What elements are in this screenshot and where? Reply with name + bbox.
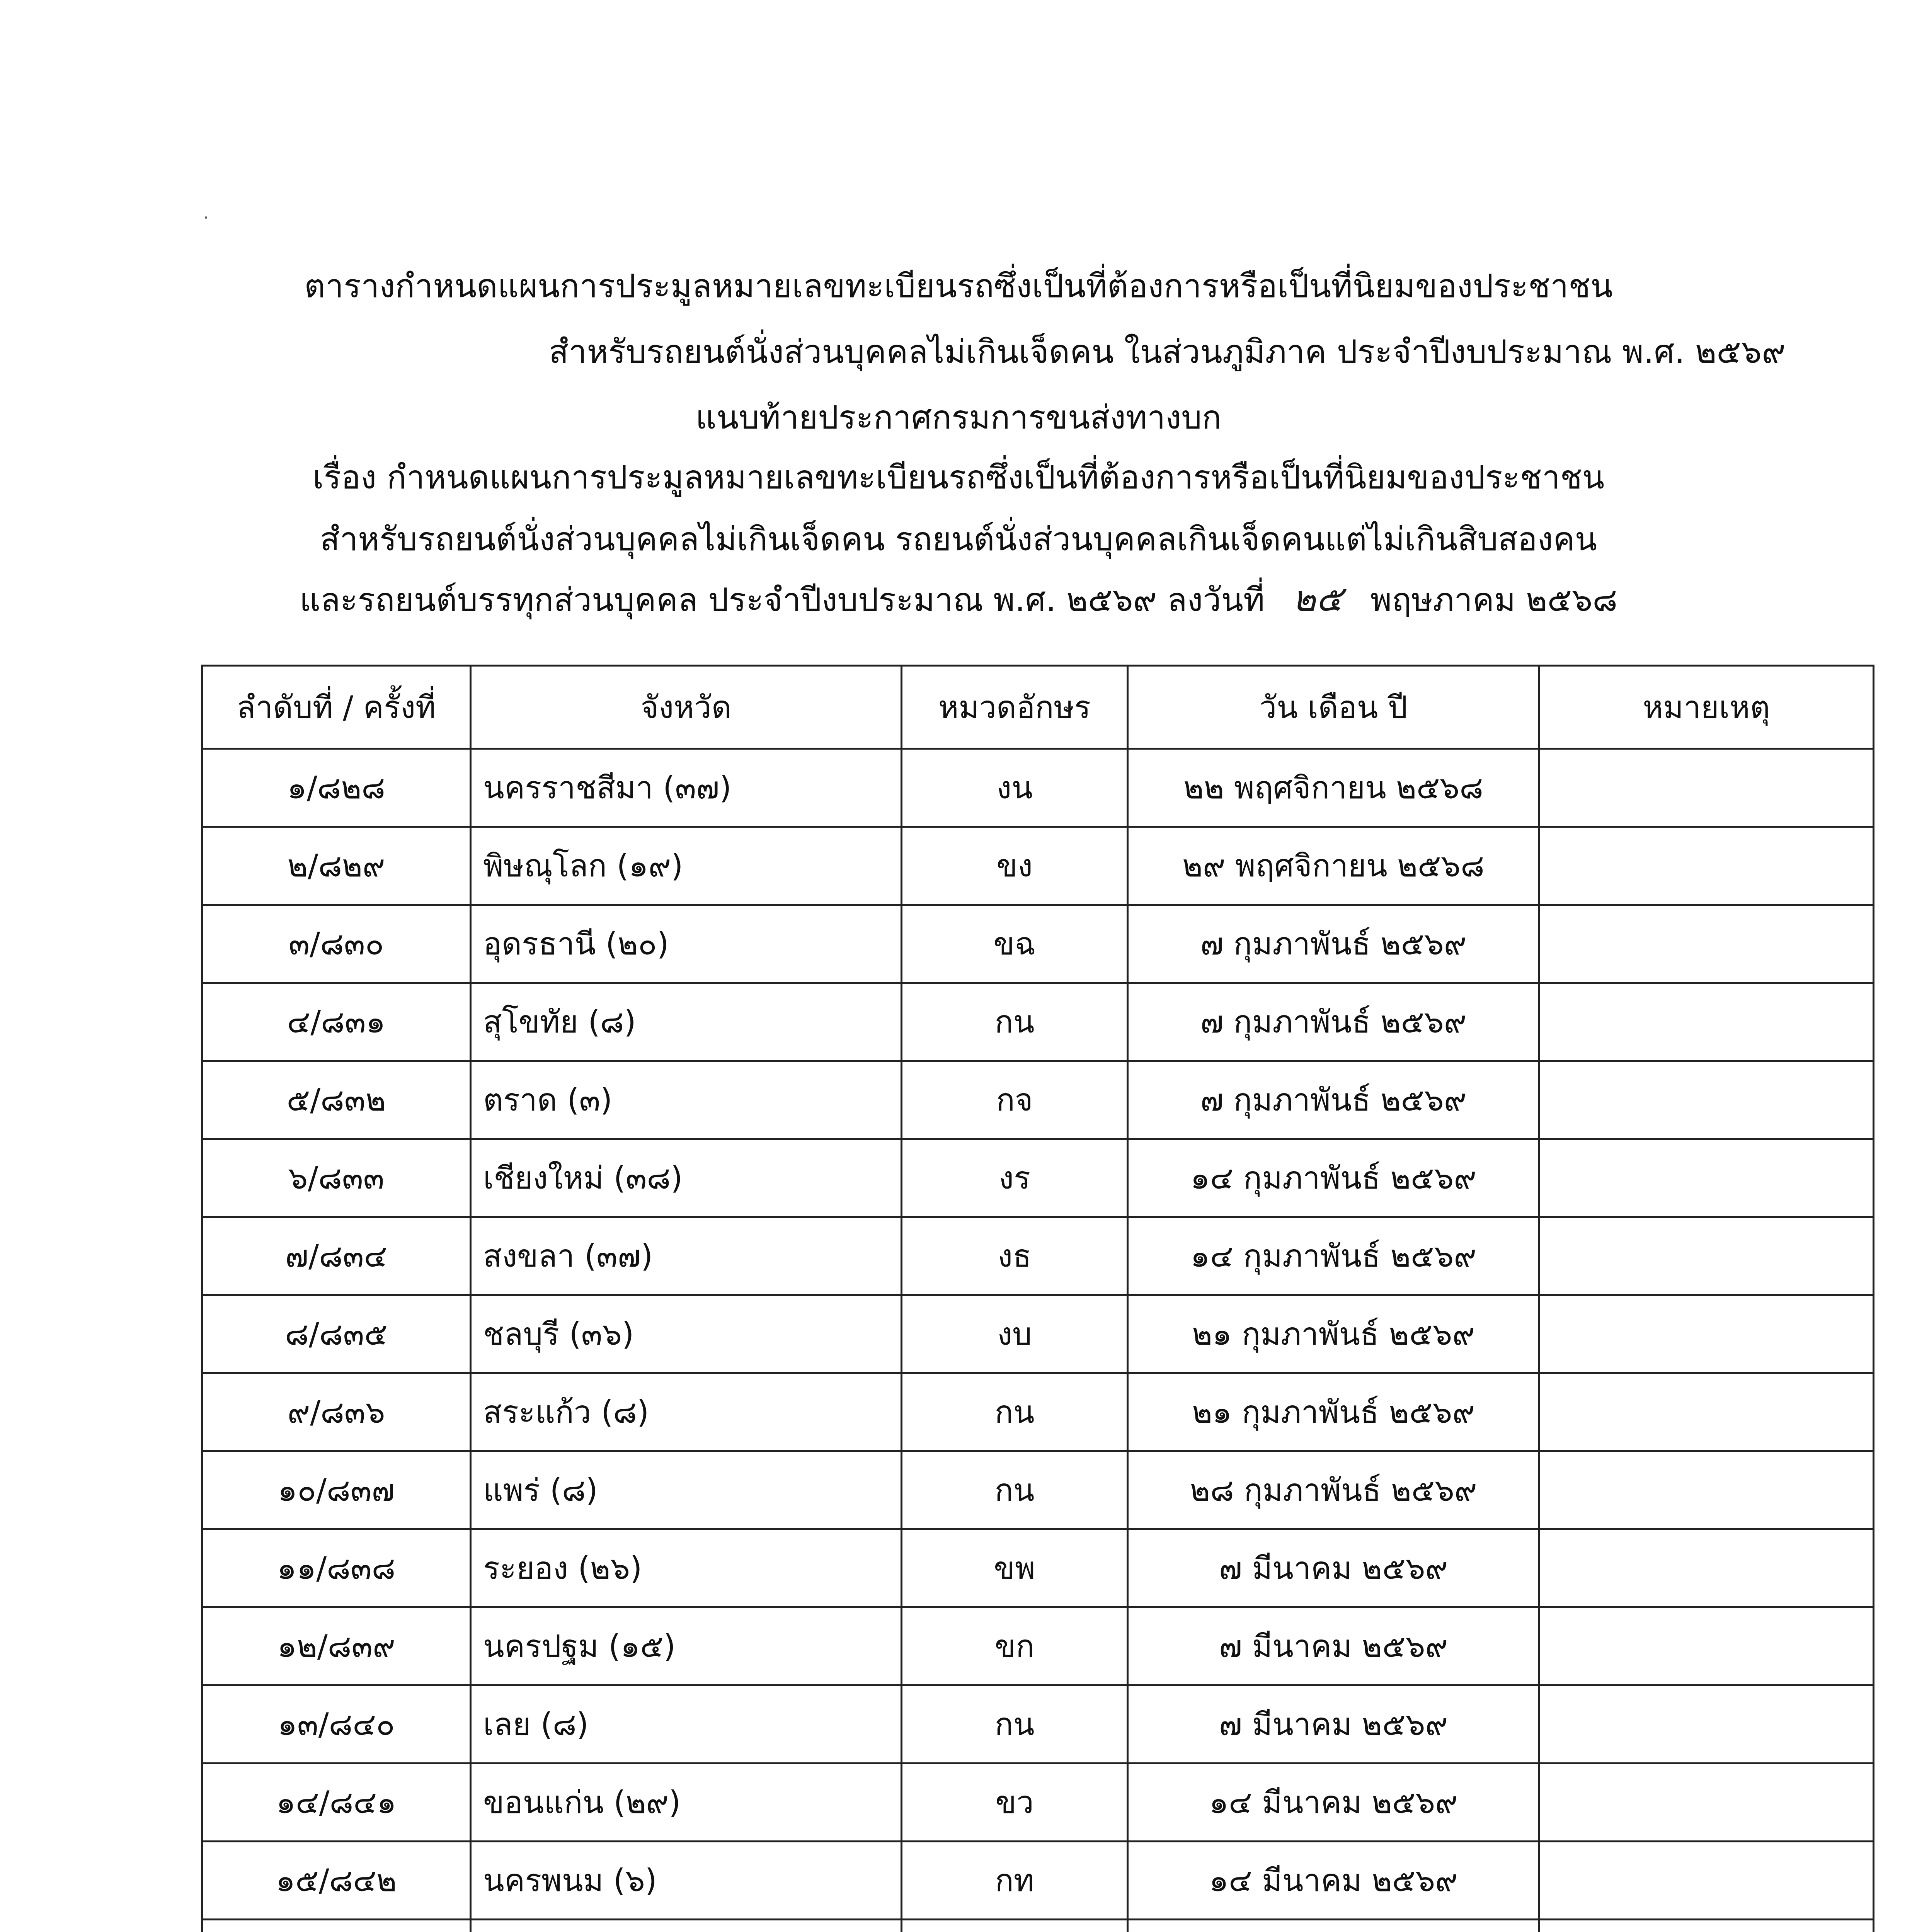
table-row [202, 1373, 1874, 1451]
cell-remarks [1539, 1764, 1874, 1842]
cell-category: ขง [902, 827, 1128, 905]
cell-province: นครราชสีมา (๓๗) [471, 749, 902, 827]
cell-remarks [1539, 1685, 1874, 1764]
cell-sequence: ๑๒/๘๓๙ [202, 1607, 471, 1685]
cell-date: ๗ กุมภาพันธ์ ๒๕๖๙ [1128, 1061, 1539, 1139]
cell-sequence: ๑/๘๒๘ [202, 749, 471, 827]
cell-remarks [1539, 1139, 1874, 1217]
header-remarks: หมายเหตุ [1539, 666, 1874, 749]
cell-province: อุดรธานี (๒๐) [471, 905, 902, 983]
cell-category: กน [902, 1685, 1128, 1764]
doc-title-line-1: ตารางกำหนดแผนการประมูลหมายเลขทะเบียนรถซึ่งเป็นที่ต้องการหรือเป็นที่นิยมของประชาชน [304, 267, 1613, 305]
cell-category: กน [902, 983, 1128, 1061]
cell-remarks [1539, 1529, 1874, 1607]
cell-remarks [1539, 1061, 1874, 1139]
table-row [202, 827, 1874, 905]
cell-province: นครปฐม (๑๕) [471, 1607, 902, 1685]
cell-category: ขก [902, 1607, 1128, 1685]
cell-date: ๒๘ กุมภาพันธ์ ๒๕๖๙ [1128, 1451, 1539, 1529]
doc-title-line-5: สำหรับรถยนต์นั่งส่วนบุคคลไม่เกินเจ็ดคน รถยนต์นั่งส่วนบุคคลเกินเจ็ดคนแต่ไม่เกินสิบสองคน [320, 520, 1597, 558]
cell-category: กน [902, 1373, 1128, 1451]
table-header [202, 666, 1874, 749]
table-row [202, 749, 1874, 827]
cell-date: ๒๒ พฤศจิกายน ๒๕๖๘ [1128, 749, 1539, 827]
cell-remarks [1539, 1607, 1874, 1685]
cell-date: ๗ มีนาคม ๒๕๖๙ [1128, 1607, 1539, 1685]
table-row [202, 905, 1874, 983]
doc-title-line-2: สำหรับรถยนต์นั่งส่วนบุคคลไม่เกินเจ็ดคน ในส่วนภูมิภาค ประจำปีงบประมาณ พ.ศ. ๒๕๖๙ [549, 333, 1786, 371]
cell-date: ๗ มีนาคม ๒๕๖๙ [1128, 1685, 1539, 1764]
cell-category: ขว [902, 1764, 1128, 1842]
handwritten-day: ๒๕ [1292, 578, 1343, 619]
cell-province: สระแก้ว (๘) [471, 1373, 902, 1451]
cell-date: ๗ มีนาคม ๒๕๖๙ [1128, 1529, 1539, 1607]
cell-date: ๑๔ กุมภาพันธ์ ๒๕๖๙ [1128, 1217, 1539, 1295]
cell-province: ชลบุรี (๓๖) [471, 1295, 902, 1373]
date-line-suffix: พฤษภาคม ๒๕๖๘ [1370, 581, 1618, 619]
cell-category: งบ [902, 1295, 1128, 1373]
cell-sequence: ๑๑/๘๓๘ [202, 1529, 471, 1607]
cell-date: ๑๔ มีนาคม ๒๕๖๙ [1128, 1842, 1539, 1920]
cell-sequence: ๗/๘๓๔ [202, 1217, 471, 1295]
cell-remarks [1539, 1920, 1874, 1932]
cell-remarks [1539, 1842, 1874, 1920]
cell-sequence: ๕/๘๓๒ [202, 1061, 471, 1139]
cell-province: พิษณุโลก (๑๙) [471, 827, 902, 905]
cell-remarks [1539, 905, 1874, 983]
cell-sequence: ๑๐/๘๓๗ [202, 1451, 471, 1529]
cell-category: งธ [902, 1217, 1128, 1295]
table-row [202, 1920, 1874, 1932]
cell-date: ๒๑ กุมภาพันธ์ ๒๕๖๙ [1128, 1295, 1539, 1373]
cell-sequence: ๑๕/๘๔๒ [202, 1842, 471, 1920]
cell-sequence: ๑๔/๘๔๑ [202, 1764, 471, 1842]
cell-category [902, 1920, 1128, 1932]
table-row [202, 1842, 1874, 1920]
cell-remarks [1539, 1451, 1874, 1529]
cell-sequence: ๖/๘๓๓ [202, 1139, 471, 1217]
table-row [202, 1764, 1874, 1842]
cell-sequence: ๓/๘๓๐ [202, 905, 471, 983]
cell-date: ๑๔ มีนาคม ๒๕๖๙ [1128, 1764, 1539, 1842]
table-row [202, 1061, 1874, 1139]
header-date: วัน เดือน ปี [1128, 666, 1539, 749]
cell-province: ขอนแก่น (๒๙) [471, 1764, 902, 1842]
doc-title-line-6 [0, 580, 1917, 619]
doc-title-line-4: เรื่อง กำหนดแผนการประมูลหมายเลขทะเบียนรถซึ่งเป็นที่ต้องการหรือเป็นที่นิยมของประชาชน [312, 458, 1605, 496]
cell-remarks [1539, 749, 1874, 827]
cell-category: กน [902, 1451, 1128, 1529]
cell-category: กท [902, 1842, 1128, 1920]
cell-sequence: ๔/๘๓๑ [202, 983, 471, 1061]
table-body [202, 749, 1874, 1932]
table-row [202, 1529, 1874, 1607]
cell-category: ขฉ [902, 905, 1128, 983]
cell-date: ๒๑ กุมภาพันธ์ ๒๕๖๙ [1128, 1373, 1539, 1451]
cell-sequence [202, 1920, 471, 1932]
scan-speck [205, 216, 207, 219]
table-row [202, 983, 1874, 1061]
cell-date [1128, 1920, 1539, 1932]
cell-date: ๗ กุมภาพันธ์ ๒๕๖๙ [1128, 905, 1539, 983]
cell-province: แพร่ (๘) [471, 1451, 902, 1529]
cell-sequence: ๑๓/๘๔๐ [202, 1685, 471, 1764]
cell-province [471, 1920, 902, 1932]
cell-category: งน [902, 749, 1128, 827]
cell-remarks [1539, 1217, 1874, 1295]
cell-date: ๒๙ พฤศจิกายน ๒๕๖๘ [1128, 827, 1539, 905]
cell-province: เชียงใหม่ (๓๘) [471, 1139, 902, 1217]
cell-province: ตราด (๓) [471, 1061, 902, 1139]
table-row [202, 1217, 1874, 1295]
cell-province: นครพนม (๖) [471, 1842, 902, 1920]
header-row [202, 666, 1874, 749]
cell-remarks [1539, 983, 1874, 1061]
cell-province: สุโขทัย (๘) [471, 983, 902, 1061]
cell-sequence: ๘/๘๓๕ [202, 1295, 471, 1373]
cell-sequence: ๒/๘๒๙ [202, 827, 471, 905]
table-row [202, 1685, 1874, 1764]
cell-remarks [1539, 827, 1874, 905]
cell-remarks [1539, 1295, 1874, 1373]
doc-title-line-3: แนบท้ายประกาศกรมการขนส่งทางบก [695, 398, 1222, 436]
table-row [202, 1295, 1874, 1373]
cell-remarks [1539, 1373, 1874, 1451]
cell-category: กจ [902, 1061, 1128, 1139]
auction-schedule-table [201, 665, 1874, 1932]
table-row [202, 1451, 1874, 1529]
cell-province: สงขลา (๓๗) [471, 1217, 902, 1295]
header-province: จังหวัด [471, 666, 902, 749]
cell-date: ๑๔ กุมภาพันธ์ ๒๕๖๙ [1128, 1139, 1539, 1217]
cell-category: ขพ [902, 1529, 1128, 1607]
cell-date: ๗ กุมภาพันธ์ ๒๕๖๙ [1128, 983, 1539, 1061]
cell-province: เลย (๘) [471, 1685, 902, 1764]
cell-province: ระยอง (๒๖) [471, 1529, 902, 1607]
header-category: หมวดอักษร [902, 666, 1128, 749]
cell-category: งร [902, 1139, 1128, 1217]
header-sequence: ลำดับที่ / ครั้งที่ [202, 666, 471, 749]
date-line-prefix: และรถยนต์บรรทุกส่วนบุคคล ประจำปีงบประมาณ พ.ศ. ๒๕๖๙ ลงวันที่ [299, 581, 1265, 619]
cell-sequence: ๙/๘๓๖ [202, 1373, 471, 1451]
table-row [202, 1139, 1874, 1217]
table-row [202, 1607, 1874, 1685]
